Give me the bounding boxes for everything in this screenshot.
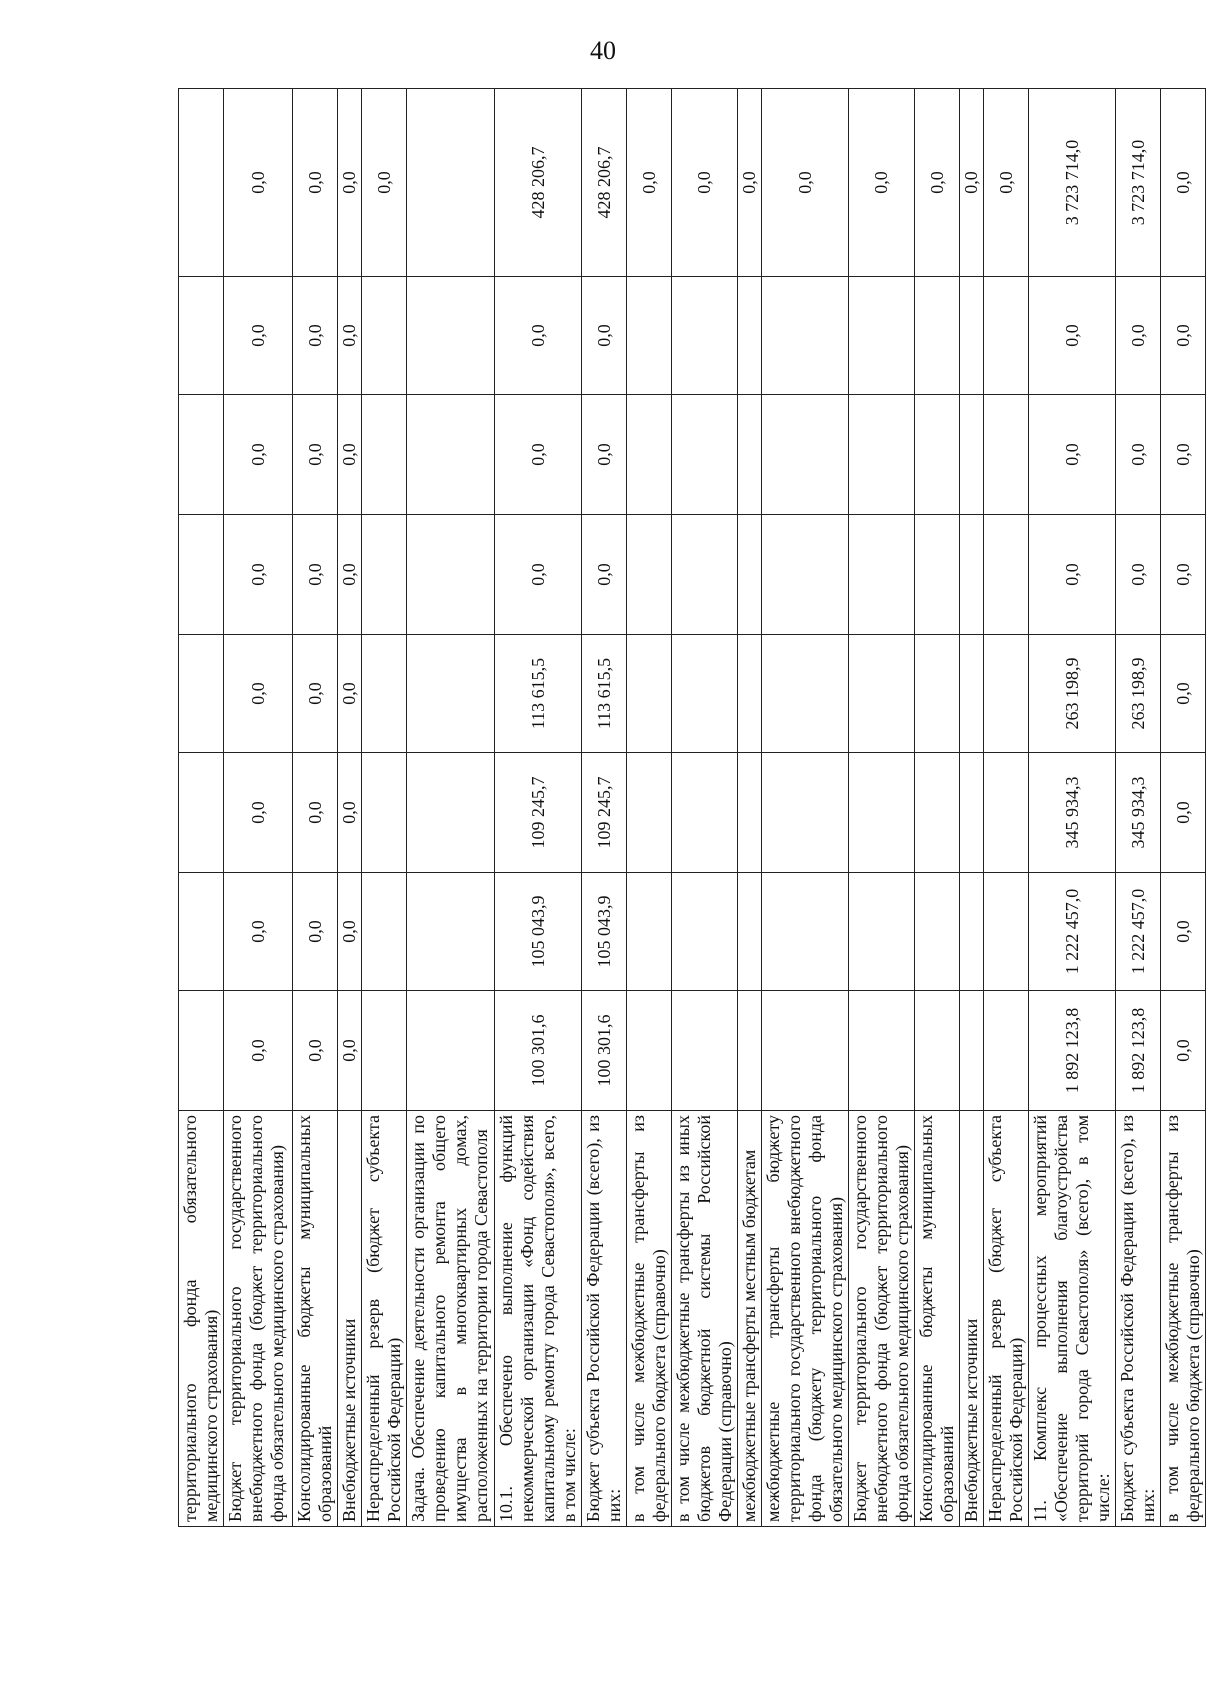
value-cell: 0,0 — [1029, 395, 1116, 515]
value-cell — [627, 873, 672, 991]
value-cell: 0,0 — [293, 635, 338, 753]
table-row — [293, 89, 338, 1527]
table-row — [915, 89, 960, 1527]
value-cell — [627, 515, 672, 635]
value-cell: 0,0 — [293, 991, 338, 1111]
row-label: в том числе межбюджетные трансферты из федерального бюджета (справочно) — [1161, 1111, 1206, 1527]
value-cell: 0,0 — [1161, 89, 1206, 277]
value-cell — [738, 515, 762, 635]
value-cell — [179, 635, 224, 753]
value-cell: 105 043,9 — [495, 873, 582, 991]
value-cell: 100 301,6 — [582, 991, 627, 1111]
value-cell: 0,0 — [338, 635, 362, 753]
budget-table — [178, 88, 1206, 1527]
value-cell: 0,0 — [1116, 277, 1161, 395]
value-cell — [984, 753, 1029, 873]
value-cell: 0,0 — [338, 753, 362, 873]
value-cell — [960, 753, 984, 873]
value-cell — [762, 635, 849, 753]
value-cell — [407, 515, 495, 635]
value-cell — [179, 277, 224, 395]
value-cell — [849, 753, 915, 873]
value-cell: 0,0 — [1161, 277, 1206, 395]
value-cell — [738, 991, 762, 1111]
value-cell: 1 222 457,0 — [1029, 873, 1116, 991]
value-cell: 0,0 — [224, 89, 293, 277]
table-row — [338, 89, 362, 1527]
value-cell — [179, 515, 224, 635]
value-cell: 345 934,3 — [1029, 753, 1116, 873]
value-cell: 0,0 — [984, 89, 1029, 277]
value-cell — [984, 991, 1029, 1111]
value-cell — [672, 873, 738, 991]
row-label: в том числе межбюджетные трансферты из федерального бюджета (справочно) — [627, 1111, 672, 1527]
value-cell: 263 198,9 — [1116, 635, 1161, 753]
value-cell: 0,0 — [495, 395, 582, 515]
value-cell: 0,0 — [1116, 515, 1161, 635]
value-cell: 0,0 — [338, 515, 362, 635]
value-cell: 0,0 — [495, 515, 582, 635]
row-label: 11. Комплекс процессных мероприятий «Обеспечение выполнения благоустройства территорий города Севастополя» (всего), в том числе: — [1029, 1111, 1116, 1527]
value-cell: 3 723 714,0 — [1029, 89, 1116, 277]
value-cell — [362, 753, 407, 873]
value-cell: 345 934,3 — [1116, 753, 1161, 873]
value-cell: 113 615,5 — [495, 635, 582, 753]
table-row — [672, 89, 738, 1527]
table-row — [582, 89, 627, 1527]
row-label: территориального фонда обязательного медицинского страхования) — [179, 1111, 224, 1527]
value-cell — [915, 395, 960, 515]
value-cell: 0,0 — [293, 753, 338, 873]
value-cell — [362, 395, 407, 515]
value-cell — [179, 89, 224, 277]
value-cell: 0,0 — [960, 89, 984, 277]
value-cell: 0,0 — [672, 89, 738, 277]
value-cell — [762, 991, 849, 1111]
row-label: Внебюджетные источники — [960, 1111, 984, 1527]
value-cell — [960, 515, 984, 635]
value-cell — [407, 635, 495, 753]
value-cell: 0,0 — [224, 277, 293, 395]
row-label: Бюджет территориального государственного внебюджетного фонда (бюджет территориального фонда обязательного медицинского страхования) — [849, 1111, 915, 1527]
value-cell — [407, 277, 495, 395]
row-label: Бюджет субъекта Российской Федерации (всего), из них: — [582, 1111, 627, 1527]
value-cell: 0,0 — [915, 89, 960, 277]
value-cell — [179, 753, 224, 873]
value-cell — [762, 753, 849, 873]
table-row — [627, 89, 672, 1527]
value-cell — [627, 277, 672, 395]
value-cell — [738, 277, 762, 395]
value-cell: 0,0 — [762, 89, 849, 277]
value-cell — [849, 635, 915, 753]
row-label: Бюджет территориального государственного внебюджетного фонда (бюджет территориального фонда обязательного медицинского страхования) — [224, 1111, 293, 1527]
value-cell: 0,0 — [224, 515, 293, 635]
row-label: Нераспределенный резерв (бюджет субъекта Российской Федерации) — [984, 1111, 1029, 1527]
row-label: 10.1. Обеспечено выполнение функций некоммерческой организации «Фонд содействия капитальному ремонту города Севастополя», всего, в том числе: — [495, 1111, 582, 1527]
row-label: Внебюджетные источники — [338, 1111, 362, 1527]
row-label: межбюджетные трансферты местным бюджетам — [738, 1111, 762, 1527]
value-cell: 0,0 — [1029, 277, 1116, 395]
value-cell — [627, 753, 672, 873]
value-cell: 105 043,9 — [582, 873, 627, 991]
value-cell — [915, 873, 960, 991]
value-cell: 109 245,7 — [495, 753, 582, 873]
table-row — [362, 89, 407, 1527]
value-cell — [849, 873, 915, 991]
table-row — [984, 89, 1029, 1527]
value-cell: 263 198,9 — [1029, 635, 1116, 753]
value-cell: 0,0 — [293, 277, 338, 395]
value-cell — [915, 991, 960, 1111]
value-cell — [407, 753, 495, 873]
value-cell — [738, 395, 762, 515]
value-cell — [672, 395, 738, 515]
value-cell — [627, 395, 672, 515]
value-cell — [849, 991, 915, 1111]
value-cell: 0,0 — [338, 873, 362, 991]
value-cell — [762, 395, 849, 515]
value-cell: 1 892 123,8 — [1029, 991, 1116, 1111]
table-row — [224, 89, 293, 1527]
value-cell: 0,0 — [1161, 991, 1206, 1111]
row-label: Нераспределенный резерв (бюджет субъекта Российской Федерации) — [362, 1111, 407, 1527]
value-cell — [407, 395, 495, 515]
table-body — [179, 89, 1206, 1527]
value-cell — [672, 515, 738, 635]
value-cell — [960, 991, 984, 1111]
value-cell — [849, 395, 915, 515]
value-cell — [362, 515, 407, 635]
value-cell: 0,0 — [1161, 515, 1206, 635]
value-cell: 0,0 — [738, 89, 762, 277]
value-cell: 0,0 — [293, 89, 338, 277]
value-cell — [672, 635, 738, 753]
value-cell: 0,0 — [495, 277, 582, 395]
table-row — [849, 89, 915, 1527]
value-cell — [984, 873, 1029, 991]
value-cell: 0,0 — [1161, 395, 1206, 515]
value-cell: 0,0 — [362, 89, 407, 277]
row-label: Бюджет субъекта Российской Федерации (всего), из них: — [1116, 1111, 1161, 1527]
row-label: Консолидированные бюджеты муниципальных образований — [915, 1111, 960, 1527]
value-cell — [849, 277, 915, 395]
value-cell: 0,0 — [849, 89, 915, 277]
row-label: в том числе межбюджетные трансферты из иных бюджетов бюджетной системы Российской Федерации (справочно) — [672, 1111, 738, 1527]
value-cell: 0,0 — [582, 395, 627, 515]
value-cell — [407, 873, 495, 991]
value-cell: 0,0 — [1029, 515, 1116, 635]
value-cell — [984, 277, 1029, 395]
value-cell — [362, 635, 407, 753]
table-row — [407, 89, 495, 1527]
value-cell: 428 206,7 — [495, 89, 582, 277]
value-cell — [738, 873, 762, 991]
value-cell — [915, 753, 960, 873]
value-cell — [762, 873, 849, 991]
value-cell: 0,0 — [224, 395, 293, 515]
value-cell — [915, 515, 960, 635]
value-cell — [672, 753, 738, 873]
value-cell: 3 723 714,0 — [1116, 89, 1161, 277]
value-cell: 0,0 — [1161, 635, 1206, 753]
value-cell — [849, 515, 915, 635]
value-cell — [915, 277, 960, 395]
value-cell: 0,0 — [224, 991, 293, 1111]
value-cell — [738, 753, 762, 873]
value-cell — [672, 277, 738, 395]
page-number: 40 — [590, 36, 616, 65]
value-cell — [960, 395, 984, 515]
value-cell — [984, 395, 1029, 515]
value-cell: 1 222 457,0 — [1116, 873, 1161, 991]
value-cell: 0,0 — [224, 635, 293, 753]
rotated-table-container — [178, 89, 1203, 1527]
table-row — [762, 89, 849, 1527]
value-cell — [362, 873, 407, 991]
value-cell — [960, 873, 984, 991]
row-label: Консолидированные бюджеты муниципальных образований — [293, 1111, 338, 1527]
value-cell — [627, 635, 672, 753]
value-cell — [362, 991, 407, 1111]
value-cell: 0,0 — [1161, 753, 1206, 873]
value-cell: 0,0 — [338, 395, 362, 515]
value-cell: 0,0 — [582, 515, 627, 635]
value-cell: 0,0 — [293, 395, 338, 515]
value-cell — [960, 277, 984, 395]
value-cell — [915, 635, 960, 753]
table-row — [1116, 89, 1161, 1527]
value-cell: 428 206,7 — [582, 89, 627, 277]
value-cell — [960, 635, 984, 753]
value-cell: 109 245,7 — [582, 753, 627, 873]
value-cell: 113 615,5 — [582, 635, 627, 753]
value-cell — [179, 991, 224, 1111]
value-cell: 0,0 — [1116, 395, 1161, 515]
value-cell — [984, 515, 1029, 635]
value-cell — [762, 277, 849, 395]
value-cell — [738, 635, 762, 753]
table-row — [179, 89, 224, 1527]
table-row — [495, 89, 582, 1527]
value-cell: 0,0 — [627, 89, 672, 277]
value-cell — [362, 277, 407, 395]
value-cell — [984, 635, 1029, 753]
value-cell: 0,0 — [224, 753, 293, 873]
value-cell: 0,0 — [293, 515, 338, 635]
value-cell: 0,0 — [582, 277, 627, 395]
table-row — [1029, 89, 1116, 1527]
value-cell — [627, 991, 672, 1111]
value-cell — [762, 515, 849, 635]
row-label: межбюджетные трансферты бюджету территориального государственного внебюджетного фонда (бюджету территориального фонда обязательного медицинского страхования) — [762, 1111, 849, 1527]
value-cell: 100 301,6 — [495, 991, 582, 1111]
value-cell — [672, 991, 738, 1111]
value-cell — [407, 89, 495, 277]
value-cell: 0,0 — [224, 873, 293, 991]
value-cell — [179, 395, 224, 515]
value-cell: 0,0 — [1161, 873, 1206, 991]
value-cell: 0,0 — [338, 991, 362, 1111]
value-cell: 1 892 123,8 — [1116, 991, 1161, 1111]
value-cell: 0,0 — [338, 277, 362, 395]
value-cell — [407, 991, 495, 1111]
value-cell — [179, 873, 224, 991]
value-cell: 0,0 — [338, 89, 362, 277]
table-row — [738, 89, 762, 1527]
table-row — [1161, 89, 1206, 1527]
row-label: Задача. Обеспечение деятельности организации по проведению капитального ремонта общего имущества в многоквартирных домах, расположенных на территории города Севастополя — [407, 1111, 495, 1527]
table-row — [960, 89, 984, 1527]
value-cell: 0,0 — [293, 873, 338, 991]
